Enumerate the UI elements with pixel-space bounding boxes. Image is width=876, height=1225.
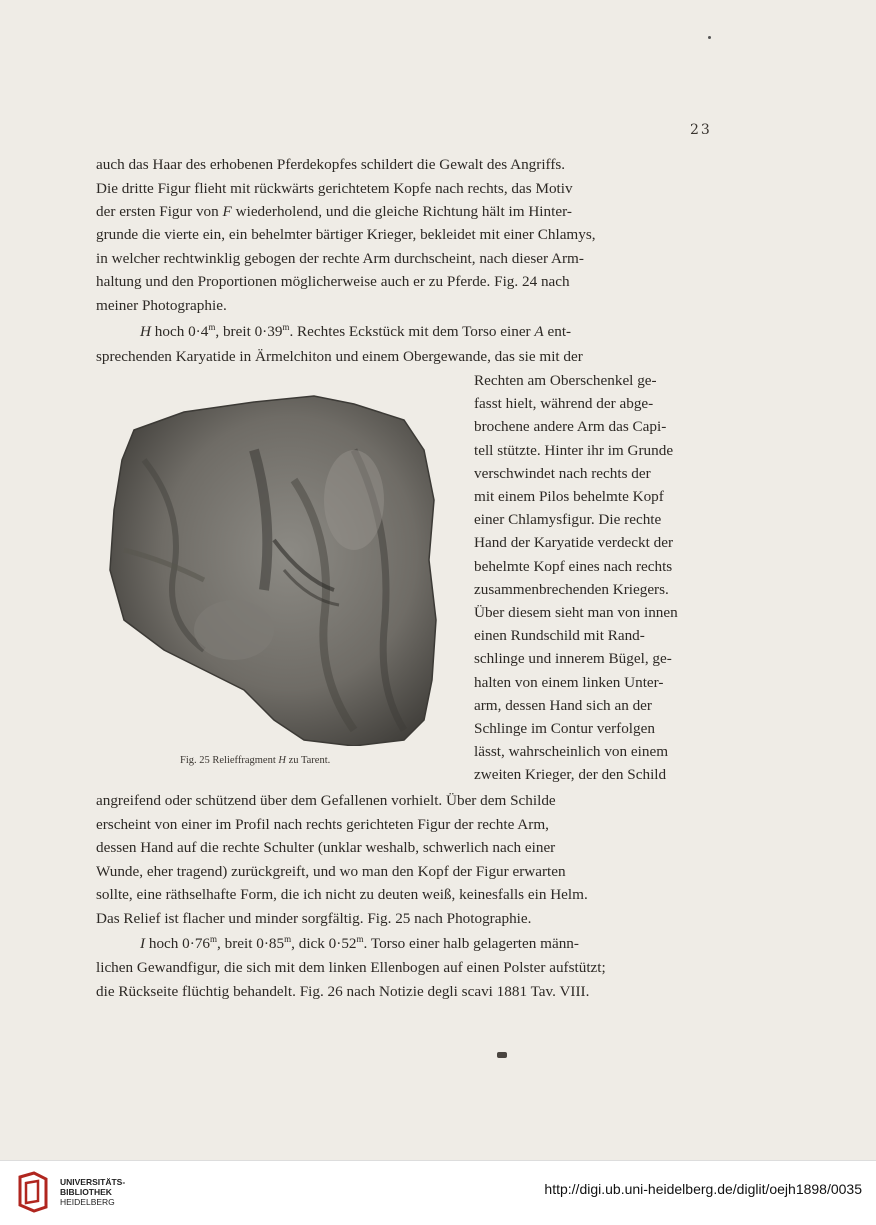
library-name-line: HEIDELBERG [60, 1197, 115, 1207]
column-text-line: zweiten Krieger, der den Schild [474, 766, 667, 784]
unit-sup: m [284, 933, 292, 944]
text-line: angreifend oder schützend über dem Gefallenen vorhielt. Über dem Schilde [96, 792, 556, 809]
text-segment: , breit 0·39 [215, 323, 283, 340]
text-segment: hoch 0·4 [150, 323, 209, 340]
text-line: in welcher rechtwinklig gebogen der rechte Arm durchscheint, nach dieser Arm- [96, 250, 584, 267]
relief-fragment-photo [104, 390, 444, 746]
column-text-line: zusammenbrechenden Kriegers. [474, 580, 669, 598]
text-line: sollte, eine räthselhafte Form, die ich nicht zu deuten weiß, keinesfalls ein Helm. [96, 886, 588, 904]
text-segment: . Rechtes Eckstück mit dem Torso einer [289, 323, 535, 340]
column-text-line: behelmte Kopf eines nach rechts [474, 557, 673, 575]
text-segment: der ersten Figur von [96, 203, 223, 220]
h-paragraph-line1 [140, 321, 724, 343]
page-mark [497, 1052, 507, 1058]
label-h: H [140, 323, 151, 340]
text-line: meiner Photographie. [96, 297, 227, 314]
column-text-line: Hand der Karyatide verdeckt der [474, 534, 674, 552]
text-segment: , dick 0·52 [291, 935, 357, 952]
h-paragraph-line2: sprechenden Karyatide in Ärmelchiton und einem Obergewande, das sie mit der [96, 348, 583, 365]
column-text-line: einer Chlamysfigur. Die rechte [474, 511, 662, 529]
unit-sup: m [356, 933, 364, 944]
library-name-line: UNIVERSITÄTS- [60, 1177, 126, 1187]
column-text-line: mit einem Pilos behelmte Kopf [474, 488, 664, 505]
column-text-line: tell stützte. Hinter ihr im Grunde [474, 441, 674, 459]
column-text-line: Über diesem sieht man von innen [474, 604, 678, 621]
text-line: dessen Hand auf die rechte Schulter (unklar weshalb, schwerlich nach einer [96, 839, 556, 857]
figure-caption [180, 755, 420, 766]
column-text-line: Schlinge im Contur verfolgen [474, 720, 655, 737]
text-line: grunde die vierte ein, ein behelmter bärtiger Krieger, bekleidet mit einer Chlamys, [96, 226, 596, 243]
footer-bar [0, 1160, 876, 1225]
text-segment: . Torso einer halb gelagerten männ- [363, 935, 579, 952]
caption-label: H [278, 755, 286, 766]
caption-suffix: zu Tarent. [285, 755, 331, 766]
text-segment: , breit 0·85 [217, 935, 285, 952]
i-paragraph-line1 [140, 933, 724, 955]
text-line [96, 201, 724, 223]
i-paragraph-line2: lichen Gewandfigur, die sich mit dem linken Ellenbogen auf einen Polster aufstützt; [96, 959, 606, 976]
text-line: erscheint von einer im Profil nach rechts gerichteten Figur der rechte Arm, [96, 815, 549, 833]
unit-sup: m [282, 321, 290, 332]
column-text-line: verschwindet nach rechts der [474, 464, 651, 482]
column-text-line: schlinge und innerem Bügel, ge- [474, 650, 672, 668]
text-segment: wiederholend, und die gleiche Richtung hält im Hinter- [231, 203, 572, 220]
text-line: Die dritte Figur flieht mit rückwärts gerichtetem Kopfe nach rechts, das Motiv [96, 180, 573, 197]
text-segment: ent- [543, 323, 572, 340]
page-number: 23 [690, 122, 712, 138]
document-url-link[interactable]: http://digi.ub.uni-heidelberg.de/diglit/oejh1898/0035 [544, 1181, 862, 1197]
column-text-line: fasst hielt, während der abge- [474, 395, 654, 413]
text-line: Wunde, eher tragend) zurückgreift, und wo man den Kopf der Figur erwarten [96, 862, 566, 880]
university-library-logo-icon [12, 1171, 54, 1213]
column-text-line: Rechten am Oberschenkel ge- [474, 372, 657, 389]
text-segment: hoch 0·76 [145, 935, 211, 952]
caption-prefix: Fig. 25 Relieffragment [180, 755, 279, 766]
column-text-line: halten von einem linken Unter- [474, 673, 664, 691]
column-text-line: einen Rundschild mit Rand- [474, 627, 645, 645]
label-i: I [140, 935, 146, 952]
library-name [60, 1177, 125, 1207]
text-line: haltung und den Proportionen möglicherweise auch er zu Pferde. Fig. 24 nach [96, 273, 570, 290]
unit-sup: m [210, 933, 218, 944]
column-text-line: brochene andere Arm das Capi- [474, 418, 667, 436]
library-name-line: BIBLIOTHEK [60, 1187, 112, 1197]
i-paragraph-line3: die Rückseite flüchtig behandelt. Fig. 26 nach Notizie degli scavi 1881 Tav. VIII. [96, 983, 590, 1000]
figure-label-f: F [222, 203, 232, 220]
text-line: Das Relief ist flacher und minder sorgfältig. Fig. 25 nach Photographie. [96, 910, 532, 927]
text-line: auch das Haar des erhobenen Pferdekopfes schildert die Gewalt des Angriffs. [96, 156, 566, 173]
label-a: A [534, 323, 544, 340]
column-text-line: arm, dessen Hand sich an der [474, 696, 652, 714]
column-text-line: lässt, wahrscheinlich von einem [474, 743, 669, 761]
page-speck [708, 36, 711, 39]
unit-sup: m [208, 321, 216, 332]
